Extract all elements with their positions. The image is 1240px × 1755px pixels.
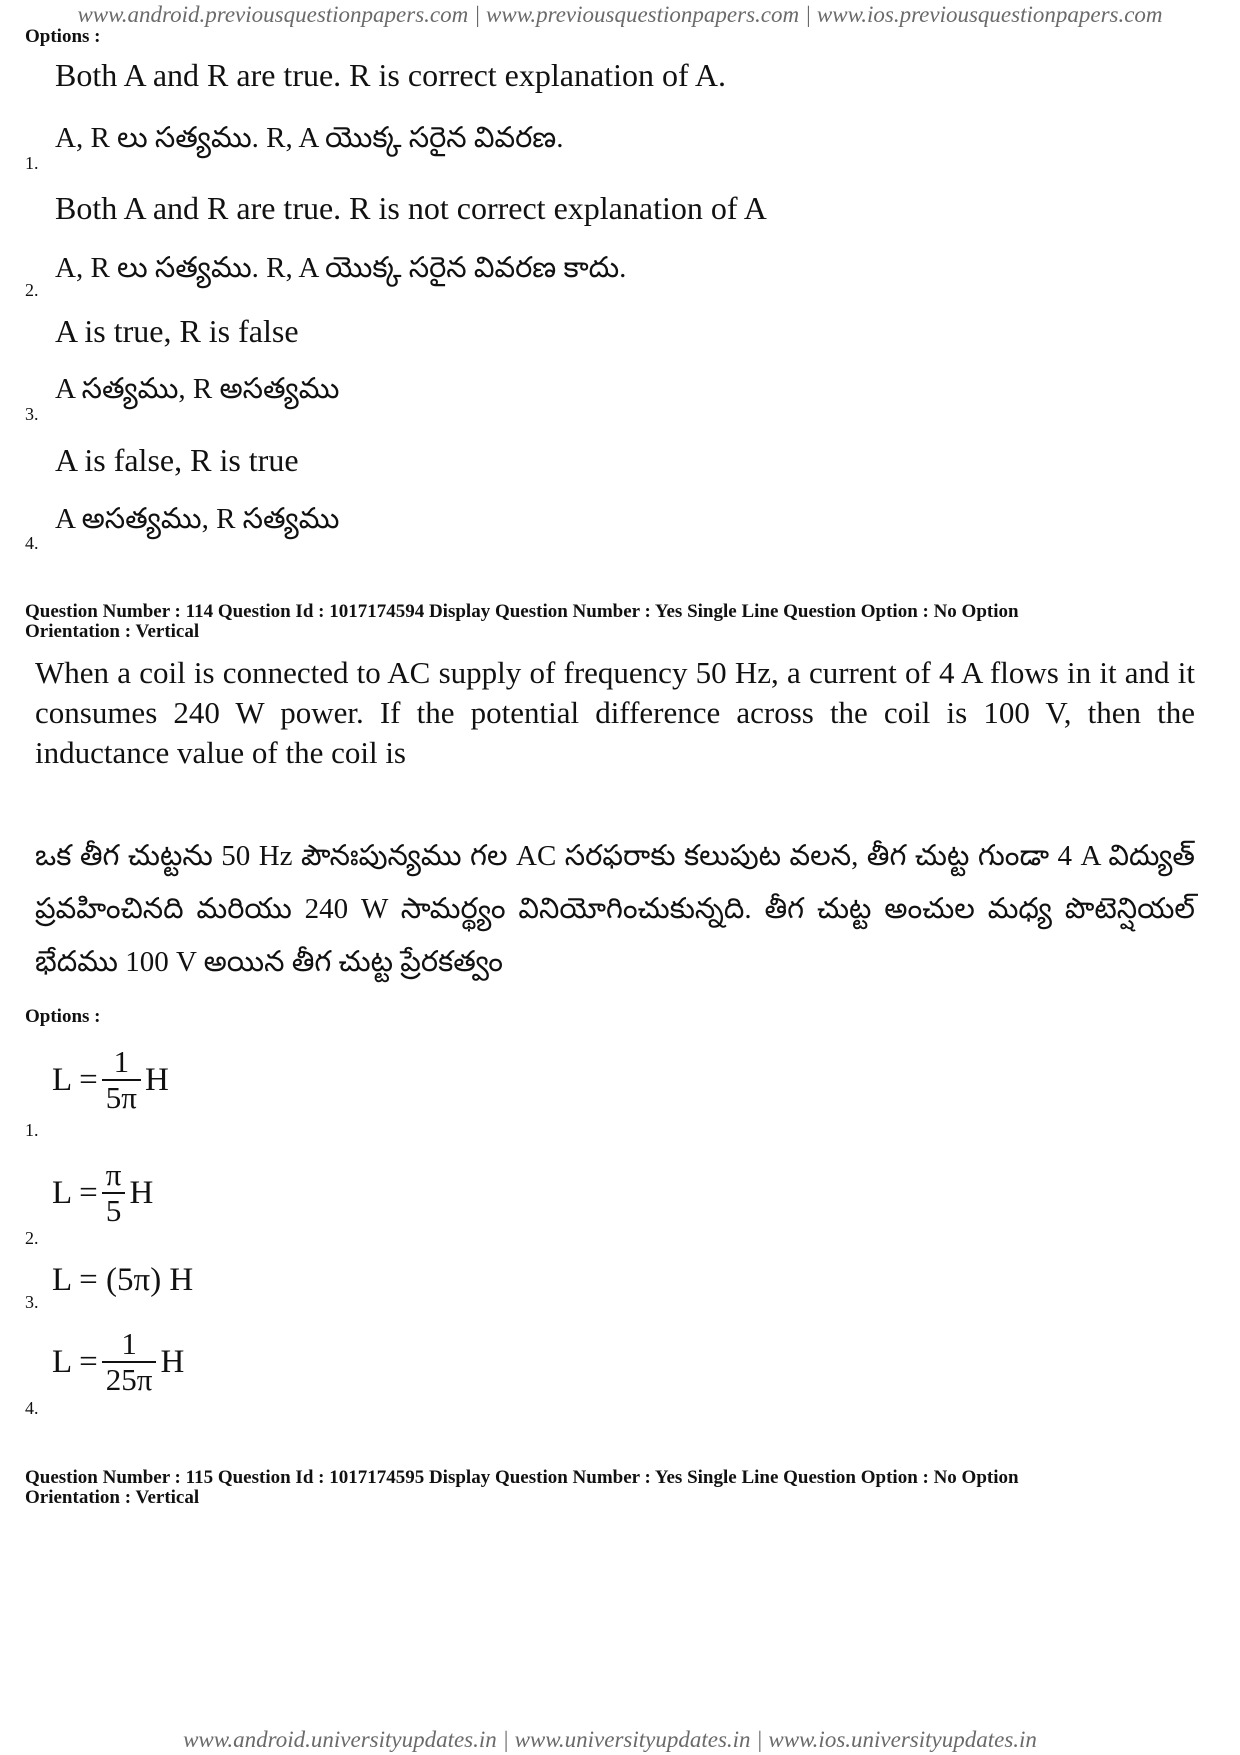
option-3-en: A is true, R is false: [55, 313, 299, 349]
option-2-te: A, R లు సత్యము. R, A యొక్క సరైన వివరణ కాదు.: [55, 252, 627, 284]
question-114-text-te: ఒక తీగ చుట్టను 50 Hz పౌనఃపున్యము గల AC సరఫరాకు కలుపుట వలన, తీగ చుట్ట గుండా 4 A విద్యుత్ ప్రవహించినది మరియు 240 W సామర్థ్యం వినియోగించుకున్నది. తీగ చుట్ట అంచుల మధ్య పొటెన్షియల్ భేదము 100 V అయిన తీగ చుట్ట ప్రేరకత్వం: [35, 840, 1195, 978]
option-1-te: A, R లు సత్యము. R, A యొక్క సరైన వివరణ.: [55, 122, 564, 154]
footer-links: www.android.universityupdates.in | www.universityupdates.in | www.ios.universityupdates.in: [183, 1727, 1037, 1752]
q114-option-1: [52, 1045, 169, 1115]
option-3-te: A సత్యము, R అసత్యము: [55, 373, 340, 405]
q114-option-4-number: 4.: [25, 1398, 39, 1418]
q114-option-4-fraction: [102, 1327, 157, 1397]
q114-option-1-lhs: L =: [52, 1061, 98, 1098]
option-3-number: 3.: [25, 404, 39, 424]
option-4-en: A is false, R is true: [55, 442, 299, 478]
q114-option-2-denominator: 5: [102, 1192, 126, 1228]
options-label: Options :: [25, 26, 101, 47]
q114-option-2: [52, 1158, 153, 1228]
q114-option-4-denominator: 25π: [102, 1361, 157, 1397]
q114-option-3-number: 3.: [25, 1292, 39, 1312]
q114-option-4: [52, 1327, 184, 1397]
q114-option-1-numerator: 1: [113, 1044, 130, 1079]
option-4-te: A అసత్యము, R సత్యము: [55, 503, 340, 535]
question-115-meta: [25, 1468, 1019, 1508]
q114-option-4-numerator: 1: [121, 1326, 137, 1361]
question-114-meta-line2: Orientation : Vertical: [25, 621, 200, 642]
question-114-meta-line1: Question Number : 114 Question Id : 1017174594 Display Question Number : Yes Single Line Question Option : No Option: [25, 601, 1019, 622]
q114-option-4-lhs: L =: [52, 1343, 98, 1380]
q114-option-1-unit: H: [144, 1061, 169, 1098]
q114-option-3: L = (5π) H: [52, 1262, 194, 1298]
q114-option-2-fraction: [102, 1158, 126, 1228]
option-2-number: 2.: [25, 280, 39, 300]
q114-option-4-unit: H: [160, 1343, 185, 1380]
header-links: www.android.previousquestionpapers.com | www.previousquestionpapers.com | www.ios.previousquestionpapers.com: [77, 2, 1163, 27]
option-1-number: 1.: [25, 153, 39, 173]
question-115-meta-line2: Orientation : Vertical: [25, 1487, 200, 1508]
q114-option-2-number: 2.: [25, 1228, 39, 1248]
option-4-number: 4.: [25, 533, 39, 553]
q114-option-1-fraction: [102, 1045, 141, 1115]
question-115-meta-line1: Question Number : 115 Question Id : 1017174595 Display Question Number : Yes Single Line Question Option : No Option: [25, 1467, 1019, 1488]
q114-option-2-lhs: L =: [52, 1174, 98, 1211]
q114-option-2-unit: H: [129, 1174, 154, 1211]
q114-option-2-numerator: π: [105, 1157, 122, 1192]
question-114-text-en-p: When a coil is connected to AC supply of frequency 50 Hz, a current of 4 A flows in it and it consumes 240 W power. If the potential difference across the coil is 100 V, then the inductance value of the coil is: [35, 655, 1195, 770]
q114-option-1-number: 1.: [25, 1120, 39, 1140]
question-114-text-en: [35, 653, 1195, 773]
option-1-en: Both A and R are true. R is correct explanation of A.: [55, 57, 726, 93]
question-114-options-label: Options :: [25, 1006, 101, 1027]
q114-option-1-denominator: 5π: [102, 1079, 141, 1115]
question-114-meta: [25, 602, 1019, 642]
option-2-en: Both A and R are true. R is not correct explanation of A: [55, 190, 767, 226]
